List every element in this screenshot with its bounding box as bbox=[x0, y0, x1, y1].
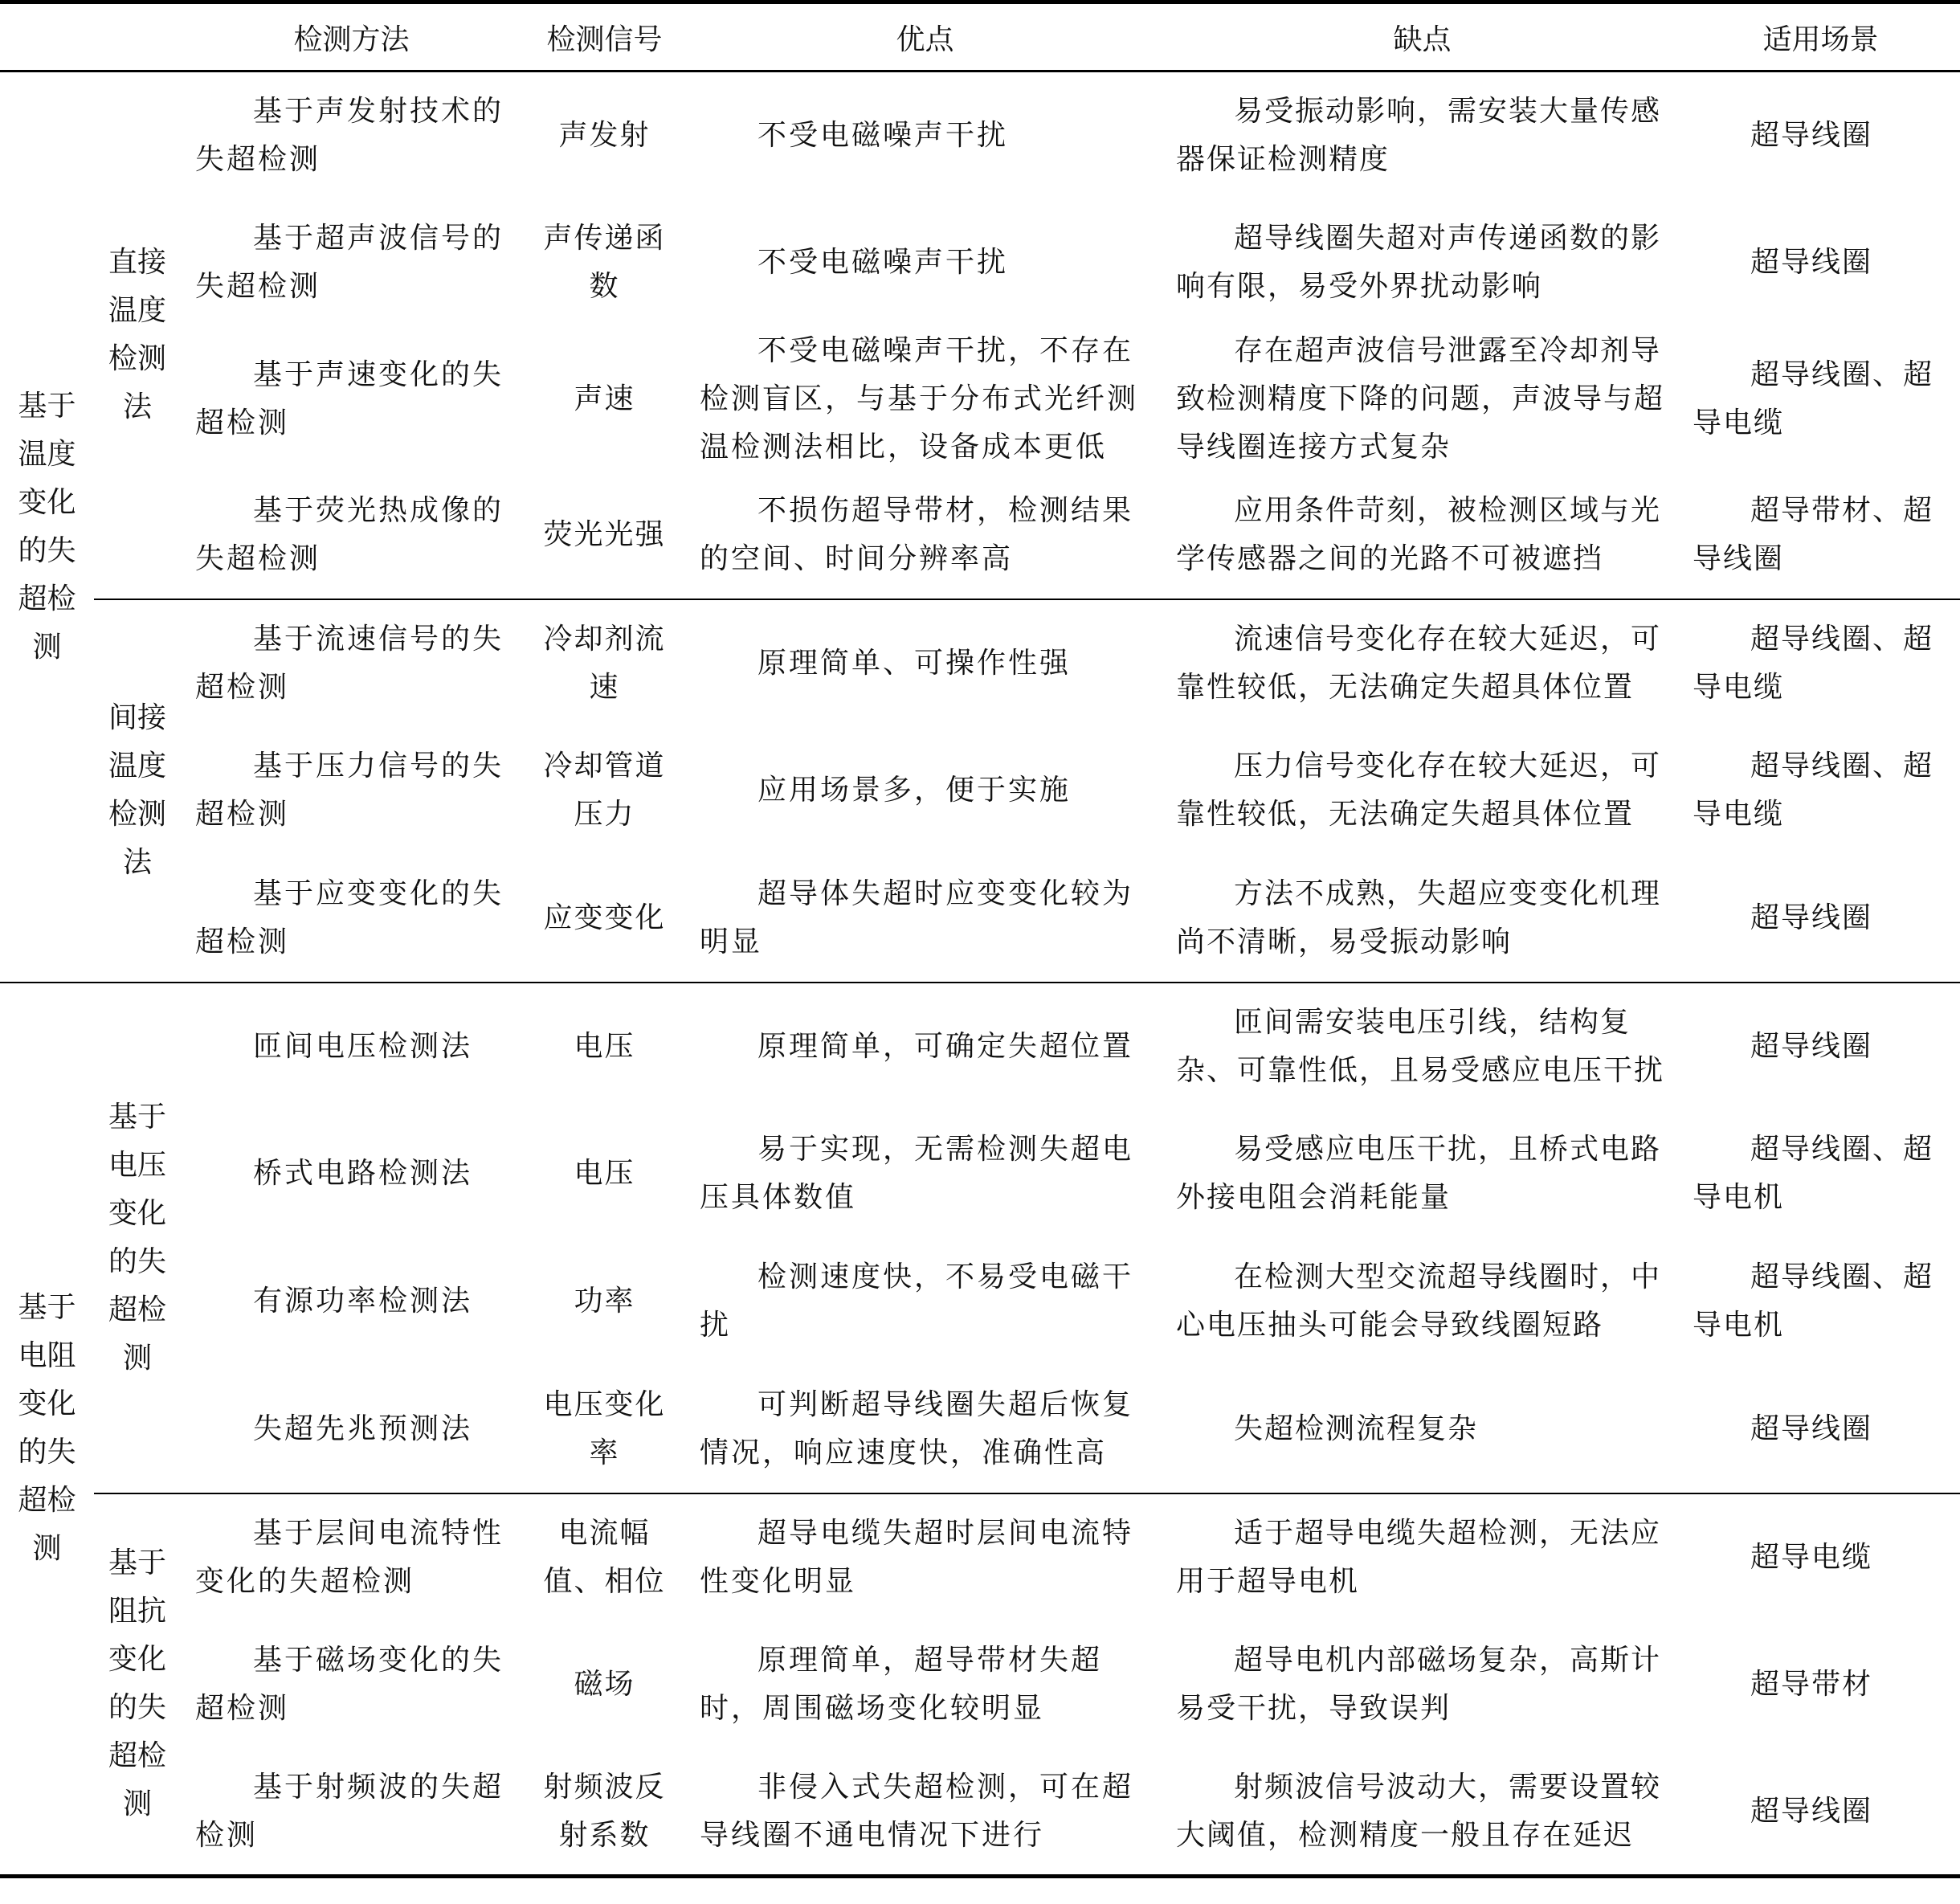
cons-cell: 在检测大型交流超导线圈时，中心电压抽头可能会导致线圈短路 bbox=[1176, 1260, 1662, 1342]
pros-cell: 不损伤超导带材，检测结果的空间、时间分辨率高 bbox=[700, 493, 1134, 575]
cons-cell: 适于超导电缆失超检测，无法应用于超导电机 bbox=[1163, 1493, 1681, 1621]
signal-cell: 电压变化率 bbox=[543, 1387, 666, 1469]
method-cell: 基于层间电流特性变化的失超检测 bbox=[181, 1493, 522, 1621]
header-blank bbox=[0, 2, 181, 72]
method-cell: 失超先兆预测法 bbox=[253, 1412, 473, 1445]
pros-cell: 易于实现，无需检测失超电压具体数值 bbox=[700, 1133, 1134, 1214]
table-row bbox=[0, 727, 1960, 855]
method-cell: 基于流速信号的失超检测 bbox=[181, 599, 522, 727]
cons-cell: 失超检测流程复杂 bbox=[1234, 1412, 1479, 1445]
cons-cell: 易受感应电压干扰，且桥式电路外接电阻会消耗能量 bbox=[1176, 1133, 1662, 1214]
group-label: 基于温度变化的失超检测 bbox=[18, 389, 76, 664]
signal-cell: 声速 bbox=[574, 382, 635, 415]
scene-cell: 超导线圈 bbox=[1750, 901, 1873, 934]
pros-cell: 非侵入式失超检测，可在超导线圈不通电情况下进行 bbox=[700, 1770, 1134, 1852]
scene-cell: 超导线圈、超导电机 bbox=[1693, 1260, 1934, 1342]
scene-cell: 超导线圈 bbox=[1750, 1794, 1873, 1828]
table-row bbox=[0, 327, 1960, 472]
table-row bbox=[0, 983, 1960, 1110]
table-row bbox=[0, 855, 1960, 983]
pros-cell: 检测速度快，不易受电磁干扰 bbox=[700, 1260, 1134, 1342]
signal-cell: 功率 bbox=[574, 1285, 635, 1318]
pros-cell: 不受电磁噪声干扰 bbox=[757, 118, 1009, 152]
table-row bbox=[0, 472, 1960, 599]
scene-cell: 超导线圈 bbox=[1750, 1412, 1873, 1445]
cons-cell: 易受振动影响，需安装大量传感器保证检测精度 bbox=[1176, 94, 1662, 176]
method-cell: 有源功率检测法 bbox=[253, 1285, 473, 1318]
pros-cell: 不受电磁噪声干扰，不存在检测盲区，与基于分布式光纤测温检测法相比，设备成本更低 bbox=[700, 333, 1139, 464]
scene-cell: 超导线圈、超导电缆 bbox=[1681, 599, 1960, 727]
subgroup-label: 基于电压变化的失超检测 bbox=[94, 983, 181, 1493]
scene-cell: 超导线圈、超导电缆 bbox=[1693, 358, 1934, 439]
header-signal: 检测信号 bbox=[546, 22, 663, 56]
cons-cell: 方法不成熟，失超应变变化机理尚不清晰，易受振动影响 bbox=[1176, 876, 1662, 958]
pros-cell: 原理简单，可确定失超位置 bbox=[687, 983, 1163, 1110]
method-cell: 基于超声波信号的失超检测 bbox=[195, 222, 504, 303]
signal-cell: 声传递函数 bbox=[543, 222, 666, 303]
method-cell: 基于应变变化的失超检测 bbox=[195, 876, 504, 958]
pros-cell: 不受电磁噪声干扰 bbox=[757, 246, 1009, 279]
method-cell: 匝间电压检测法 bbox=[181, 983, 522, 1110]
group-label: 基于电阻变化的失超检测 bbox=[0, 983, 94, 1877]
scene-cell: 超导线圈、超导电机 bbox=[1693, 1133, 1934, 1214]
table-row bbox=[0, 1749, 1960, 1877]
pros-cell: 超导电缆失超时层间电流特性变化明显 bbox=[687, 1493, 1163, 1621]
cons-cell: 射频波信号波动大，需要设置较大阈值，检测精度一般且存在延迟 bbox=[1176, 1770, 1662, 1852]
scene-cell: 超导线圈 bbox=[1681, 983, 1960, 1110]
cons-cell: 匝间需安装电压引线，结构复杂、可靠性低，且易受感应电压干扰 bbox=[1163, 983, 1681, 1110]
header-pros: 优点 bbox=[896, 22, 954, 56]
table-row bbox=[0, 599, 1960, 727]
table-row bbox=[0, 1493, 1960, 1621]
signal-cell: 荧光光强 bbox=[543, 517, 666, 551]
table-row bbox=[0, 199, 1960, 327]
table-row bbox=[0, 1366, 1960, 1493]
subgroup-label: 直接温度检测法 bbox=[108, 246, 166, 424]
cons-cell: 超导电机内部磁场复杂，高斯计易受干扰，导致误判 bbox=[1176, 1644, 1662, 1725]
method-cell: 基于磁场变化的失超检测 bbox=[195, 1644, 504, 1725]
pros-cell: 原理简单、可操作性强 bbox=[687, 599, 1163, 727]
cons-cell: 流速信号变化存在较大延迟，可靠性较低，无法确定失超具体位置 bbox=[1163, 599, 1681, 727]
scene-cell: 超导带材、超导线圈 bbox=[1693, 493, 1934, 575]
scene-cell: 超导带材 bbox=[1750, 1668, 1873, 1701]
method-cell: 基于声速变化的失超检测 bbox=[195, 358, 504, 439]
scene-cell: 超导线圈 bbox=[1750, 246, 1873, 279]
pros-cell: 原理简单，超导带材失超时，周围磁场变化较明显 bbox=[700, 1644, 1103, 1725]
header-cons: 缺点 bbox=[1393, 22, 1452, 56]
pros-cell: 可判断超导线圈失超后恢复情况，响应速度快，准确性高 bbox=[700, 1387, 1134, 1469]
scene-cell: 超导线圈、超导电缆 bbox=[1693, 750, 1934, 831]
method-cell: 基于荧光热成像的失超检测 bbox=[195, 493, 504, 575]
pros-cell: 超导体失超时应变变化较为明显 bbox=[700, 876, 1134, 958]
signal-cell: 冷却剂流速 bbox=[522, 599, 687, 727]
signal-cell: 电压 bbox=[522, 983, 687, 1110]
scene-cell: 超导电缆 bbox=[1681, 1493, 1960, 1621]
table-row bbox=[0, 72, 1960, 199]
subgroup-label: 间接温度检测法 bbox=[94, 599, 181, 983]
cons-cell: 应用条件苛刻，被检测区域与光学传感器之间的光路不可被遮挡 bbox=[1176, 493, 1662, 575]
table-row bbox=[0, 1238, 1960, 1366]
table-row bbox=[0, 1621, 1960, 1749]
signal-cell: 磁场 bbox=[574, 1668, 635, 1701]
header-scene: 适用场景 bbox=[1762, 22, 1879, 56]
method-cell: 基于压力信号的失超检测 bbox=[195, 750, 504, 831]
method-cell: 桥式电路检测法 bbox=[253, 1157, 473, 1190]
signal-cell: 冷却管道压力 bbox=[543, 750, 666, 831]
signal-cell: 电流幅值、相位 bbox=[522, 1493, 687, 1621]
signal-cell: 电压 bbox=[574, 1157, 635, 1190]
table-row bbox=[0, 1110, 1960, 1238]
method-cell: 基于声发射技术的失超检测 bbox=[195, 94, 504, 176]
pros-cell: 应用场景多，便于实施 bbox=[757, 774, 1072, 807]
signal-cell: 应变变化 bbox=[543, 901, 666, 934]
header-row bbox=[0, 2, 1960, 72]
signal-cell: 声发射 bbox=[558, 118, 651, 152]
subgroup-label: 基于阻抗变化的失超检测 bbox=[94, 1493, 181, 1877]
cons-cell: 存在超声波信号泄露至冷却剂导致检测精度下降的问题，声波导与超导线圈连接方式复杂 bbox=[1176, 333, 1665, 464]
signal-cell: 射频波反射系数 bbox=[543, 1770, 666, 1852]
scene-cell: 超导线圈 bbox=[1750, 118, 1873, 152]
header-method: 检测方法 bbox=[293, 22, 410, 56]
cons-cell: 压力信号变化存在较大延迟，可靠性较低，无法确定失超具体位置 bbox=[1176, 750, 1662, 831]
method-cell: 基于射频波的失超检测 bbox=[195, 1770, 504, 1852]
cons-cell: 超导线圈失超对声传递函数的影响有限，易受外界扰动影响 bbox=[1176, 222, 1662, 303]
